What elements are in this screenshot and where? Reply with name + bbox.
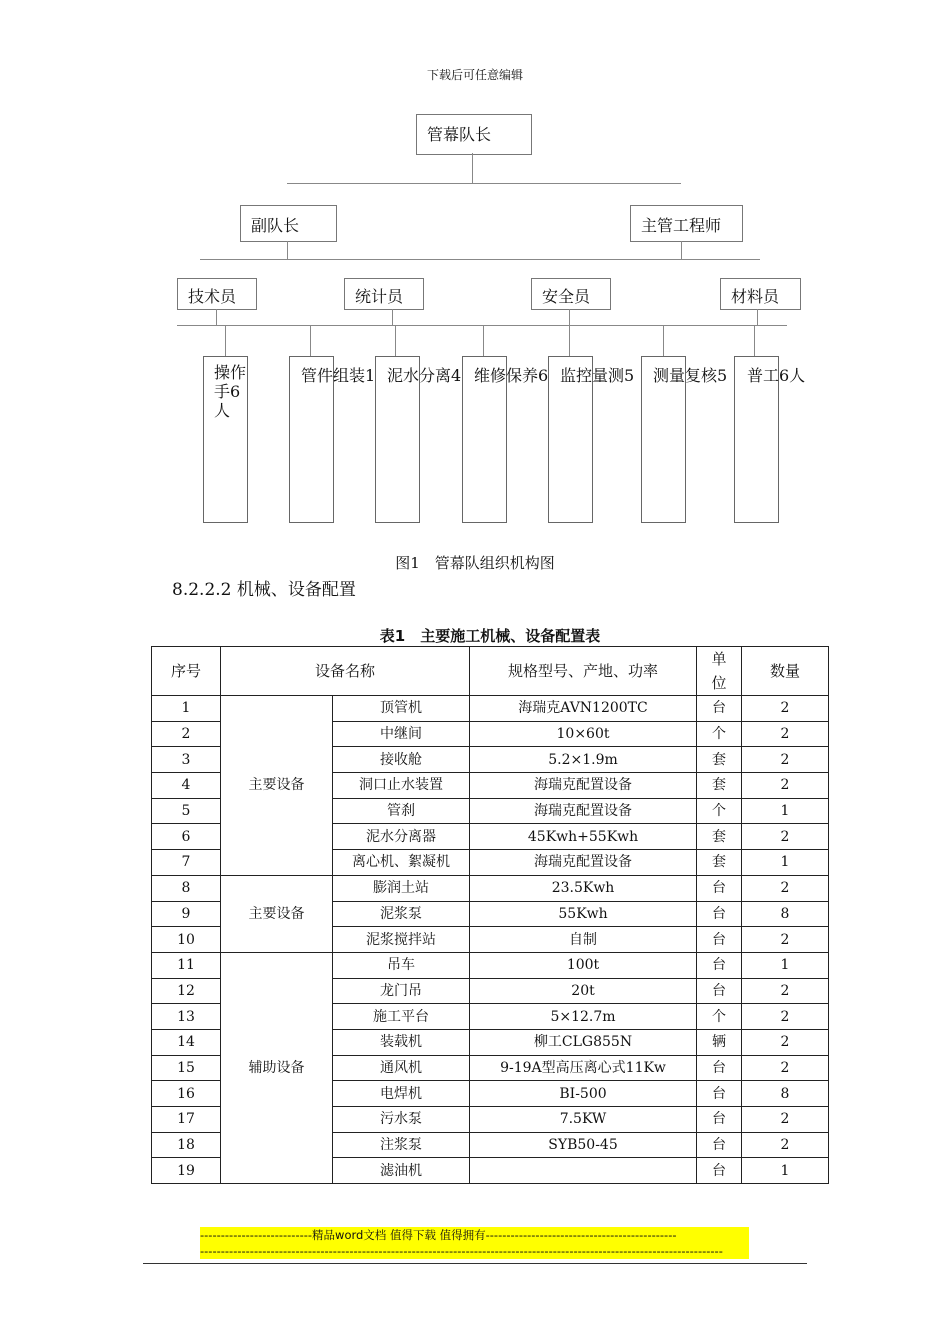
cell-qty: 2 <box>742 1004 829 1030</box>
cell-name: 污水泵 <box>333 1107 470 1133</box>
cell-name: 洞口止水装置 <box>333 773 470 799</box>
org-box-safety-officer <box>531 278 611 310</box>
org-label-material-officer: 材料员 <box>731 287 780 306</box>
cell-name: 吊车 <box>333 952 470 978</box>
footer-line-2: ------------------------------------------------------------------------------------------------------------------------------ <box>200 1244 723 1258</box>
cell-no: 10 <box>152 927 221 953</box>
connector-line <box>569 309 570 325</box>
cell-unit: 台 <box>697 1132 742 1158</box>
cell-spec: 100t <box>470 952 697 978</box>
org-box-technician <box>177 278 257 310</box>
cell-no: 4 <box>152 773 221 799</box>
cell-qty: 2 <box>742 747 829 773</box>
connector-line <box>472 153 473 183</box>
cell-unit: 台 <box>697 1055 742 1081</box>
cell-group: 辅助设备 <box>221 952 333 1183</box>
team-label-mud-separation: 泥水分离4 <box>387 366 462 385</box>
org-label-chief-engineer: 主管工程师 <box>641 216 722 235</box>
cell-qty: 2 <box>742 1107 829 1133</box>
cell-qty: 1 <box>742 850 829 876</box>
connector-line <box>200 259 760 260</box>
org-box-statistician <box>344 278 424 310</box>
cell-name: 管刹 <box>333 798 470 824</box>
cell-no: 5 <box>152 798 221 824</box>
cell-name: 电焊机 <box>333 1081 470 1107</box>
cell-unit: 个 <box>697 1004 742 1030</box>
cell-spec: 10×60t <box>470 721 697 747</box>
cell-qty: 2 <box>742 773 829 799</box>
cell-unit: 台 <box>697 1081 742 1107</box>
cell-spec: 海瑞克AVN1200TC <box>470 696 697 722</box>
cell-qty: 2 <box>742 824 829 850</box>
org-box-chief-engineer <box>630 205 743 242</box>
cell-spec: BI-500 <box>470 1081 697 1107</box>
cell-name: 通风机 <box>333 1055 470 1081</box>
org-label-safety-officer: 安全员 <box>542 287 591 306</box>
cell-spec: SYB50-45 <box>470 1132 697 1158</box>
cell-no: 6 <box>152 824 221 850</box>
cell-no: 11 <box>152 952 221 978</box>
cell-unit: 台 <box>697 927 742 953</box>
cell-unit: 辆 <box>697 1029 742 1055</box>
cell-name: 接收舱 <box>333 747 470 773</box>
connector-line <box>225 326 226 356</box>
cell-qty: 2 <box>742 1029 829 1055</box>
cell-spec: 20t <box>470 978 697 1004</box>
org-box-material-officer <box>720 278 801 310</box>
cell-spec: 55Kwh <box>470 901 697 927</box>
cell-name: 膨润土站 <box>333 875 470 901</box>
cell-spec: 5×12.7m <box>470 1004 697 1030</box>
cell-name: 滤油机 <box>333 1158 470 1184</box>
cell-unit: 台 <box>697 952 742 978</box>
connector-line <box>483 326 484 356</box>
org-box-top <box>416 114 532 155</box>
cell-name: 龙门吊 <box>333 978 470 1004</box>
team-label-monitoring: 监控量测5 <box>560 366 635 385</box>
table-title: 表1 主要施工机械、设备配置表 <box>379 627 601 645</box>
connector-line <box>569 326 570 356</box>
cell-qty: 1 <box>742 798 829 824</box>
header-spec: 规格型号、产地、功率 <box>470 647 697 696</box>
connector-line <box>287 183 681 184</box>
table-row <box>152 696 829 722</box>
cell-unit: 台 <box>697 901 742 927</box>
table-row <box>152 875 829 901</box>
cell-group: 主要设备 <box>221 875 333 952</box>
cell-unit: 个 <box>697 721 742 747</box>
cell-spec: 海瑞克配置设备 <box>470 773 697 799</box>
cell-qty: 2 <box>742 696 829 722</box>
cell-unit: 套 <box>697 850 742 876</box>
cell-name: 装载机 <box>333 1029 470 1055</box>
connector-line <box>757 309 758 325</box>
cell-spec: 45Kwh+55Kwh <box>470 824 697 850</box>
cell-spec: 9-19A型高压离心式11Kw <box>470 1055 697 1081</box>
cell-spec: 海瑞克配置设备 <box>470 850 697 876</box>
cell-unit: 台 <box>697 1158 742 1184</box>
cell-unit: 个 <box>697 798 742 824</box>
connector-line <box>177 325 787 326</box>
cell-qty: 2 <box>742 927 829 953</box>
page-bottom-rule <box>143 1263 807 1264</box>
cell-group: 主要设备 <box>221 696 333 876</box>
cell-no: 15 <box>152 1055 221 1081</box>
cell-spec: 柳工CLG855N <box>470 1029 697 1055</box>
cell-qty: 2 <box>742 1132 829 1158</box>
cell-name: 泥水分离器 <box>333 824 470 850</box>
cell-qty: 1 <box>742 952 829 978</box>
cell-name: 泥浆搅拌站 <box>333 927 470 953</box>
cell-name: 离心机、絮凝机 <box>333 850 470 876</box>
cell-no: 17 <box>152 1107 221 1133</box>
table-row <box>152 952 829 978</box>
figure-caption: 图1 管幕队组织机构图 <box>395 554 555 572</box>
org-label-deputy: 副队长 <box>251 216 300 235</box>
org-label-top: 管幕队长 <box>427 125 492 144</box>
cell-qty: 8 <box>742 901 829 927</box>
header-no: 序号 <box>152 647 221 696</box>
cell-no: 13 <box>152 1004 221 1030</box>
connector-line <box>754 326 755 356</box>
footer-banner <box>200 1227 749 1259</box>
connector-line <box>216 309 217 325</box>
org-label-technician: 技术员 <box>188 287 237 306</box>
cell-name: 注浆泵 <box>333 1132 470 1158</box>
team-label-maintenance: 维修保养6 <box>474 366 549 385</box>
cell-no: 7 <box>152 850 221 876</box>
header-unit: 单位 <box>697 647 742 696</box>
cell-unit: 台 <box>697 1107 742 1133</box>
cell-no: 8 <box>152 875 221 901</box>
cell-unit: 套 <box>697 773 742 799</box>
connector-line <box>287 241 288 259</box>
cell-no: 19 <box>152 1158 221 1184</box>
connector-line <box>681 241 682 259</box>
cell-no: 12 <box>152 978 221 1004</box>
footer-line-1: ---------------------------精品word文档 值得下载 值得拥有---------------------------------------------- <box>200 1228 677 1242</box>
header-qty: 数量 <box>742 647 829 696</box>
cell-qty: 1 <box>742 1158 829 1184</box>
cell-no: 16 <box>152 1081 221 1107</box>
cell-qty: 8 <box>742 1081 829 1107</box>
cell-qty: 2 <box>742 1055 829 1081</box>
cell-name: 泥浆泵 <box>333 901 470 927</box>
equipment-table <box>151 646 829 1184</box>
team-label-pipe-assembly: 管件组装1 <box>301 366 376 385</box>
cell-spec: 23.5Kwh <box>470 875 697 901</box>
table-body <box>152 696 829 1184</box>
cell-qty: 2 <box>742 978 829 1004</box>
header-name: 设备名称 <box>221 647 470 696</box>
cell-no: 9 <box>152 901 221 927</box>
cell-unit: 套 <box>697 824 742 850</box>
section-heading: 8.2.2.2 机械、设备配置 <box>172 580 356 600</box>
cell-no: 14 <box>152 1029 221 1055</box>
cell-spec: 自制 <box>470 927 697 953</box>
team-label-laborers: 普工6人 <box>747 366 806 385</box>
cell-unit: 套 <box>697 747 742 773</box>
cell-spec: 7.5KW <box>470 1107 697 1133</box>
connector-line <box>395 326 396 356</box>
cell-name: 中继间 <box>333 721 470 747</box>
cell-no: 3 <box>152 747 221 773</box>
cell-qty: 2 <box>742 721 829 747</box>
cell-name: 施工平台 <box>333 1004 470 1030</box>
cell-no: 2 <box>152 721 221 747</box>
header-note: 下载后可任意编辑 <box>426 68 523 82</box>
cell-no: 18 <box>152 1132 221 1158</box>
org-label-statistician: 统计员 <box>355 287 404 306</box>
team-label-operators: 操作手6人 <box>214 363 247 420</box>
table-header-row <box>152 647 829 696</box>
team-label-survey-check: 测量复核5 <box>653 366 728 385</box>
cell-unit: 台 <box>697 978 742 1004</box>
cell-qty: 2 <box>742 875 829 901</box>
cell-spec: 海瑞克配置设备 <box>470 798 697 824</box>
cell-name: 顶管机 <box>333 696 470 722</box>
cell-spec <box>470 1158 697 1184</box>
connector-line <box>663 326 664 356</box>
connector-line <box>392 309 393 325</box>
cell-spec: 5.2×1.9m <box>470 747 697 773</box>
cell-unit: 台 <box>697 696 742 722</box>
connector-line <box>310 326 311 356</box>
cell-unit: 台 <box>697 875 742 901</box>
org-box-deputy <box>240 205 337 242</box>
cell-no: 1 <box>152 696 221 722</box>
